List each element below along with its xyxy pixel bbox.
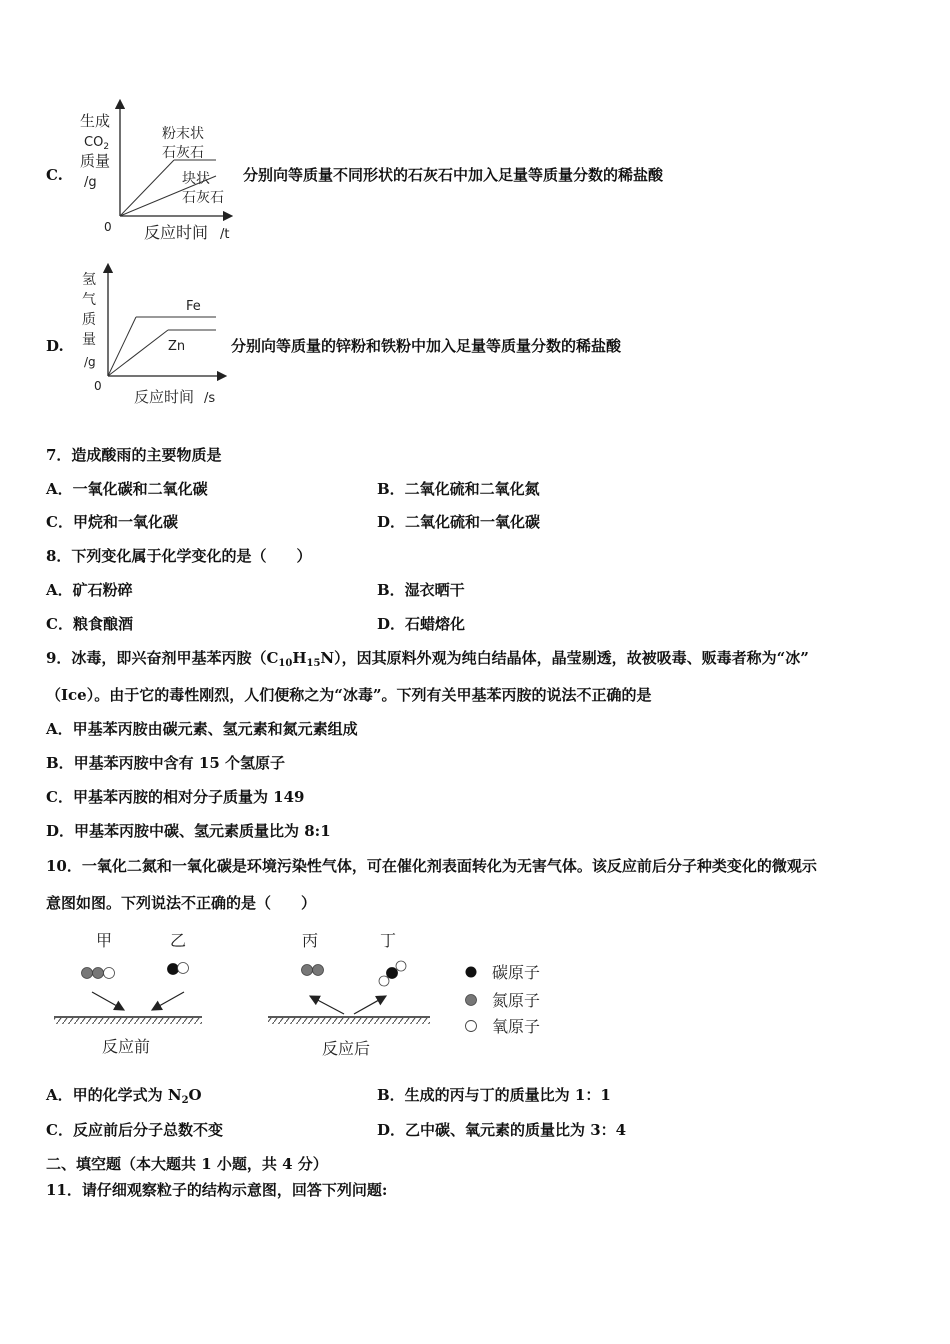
graph-d-zn-label: Zn <box>168 339 186 354</box>
catalyst-surface-after <box>268 1017 430 1024</box>
q10-option-d[interactable]: D．乙中碳、氧元素的质量比为 3：4 <box>377 1121 627 1139</box>
label-ding: 丁 <box>380 931 397 950</box>
graph-d-y-label-4: 量 <box>82 332 96 348</box>
q9-option-a[interactable]: A．甲基苯丙胺由碳元素、氢元素和氮元素组成 <box>46 720 358 738</box>
arrow-yi-to-surface <box>152 992 184 1010</box>
graph-d-zn-curve <box>108 317 136 376</box>
legend-oxygen <box>466 1017 541 1036</box>
graph-c-y-label-3: 质量 <box>80 152 111 170</box>
graph-d-x-label: 反应时间 <box>134 388 195 406</box>
graph-d-y-label-1: 氢 <box>82 272 96 288</box>
label-after-reaction: 反应后 <box>322 1039 371 1058</box>
molecule-jia-n2o <box>82 968 115 979</box>
q10-option-c[interactable]: C．反应前后分子总数不变 <box>46 1121 223 1139</box>
graph-c-origin: 0 <box>104 220 112 234</box>
graph-d-fe-label: Fe <box>186 299 201 314</box>
graph-c-description: 分别向等质量不同形状的石灰石中加入足量等质量分数的稀盐酸 <box>243 166 664 184</box>
graph-d-y-label-2: 气 <box>82 292 96 308</box>
q8-option-c[interactable]: C．粮食酿酒 <box>46 615 133 633</box>
molecule-ding-co2 <box>379 961 406 986</box>
graph-c-powder-label-2: 石灰石 <box>162 145 204 161</box>
q10-reaction-diagram <box>46 926 586 1066</box>
q11-stem: 11．请仔细观察粒子的结构示意图，回答下列问题: <box>46 1181 388 1199</box>
graph-c-lump-label-1: 块状 <box>182 171 210 187</box>
graph-c-y-label-1: 生成 <box>80 112 111 130</box>
q7-option-b[interactable]: B．二氧化硫和二氧化氮 <box>377 480 540 498</box>
graph-d-description: 分别向等质量的锌粉和铁粉中加入足量等质量分数的稀盐酸 <box>231 337 622 355</box>
q9-option-b[interactable]: B．甲基苯丙胺中含有 15 个氢原子 <box>46 754 285 772</box>
molecule-yi-co <box>168 963 189 975</box>
q7-option-a[interactable]: A．一氧化碳和二氧化碳 <box>46 480 208 498</box>
q8-stem: 8．下列变化属于化学变化的是（ ） <box>46 547 312 565</box>
molecule-bing-n2 <box>302 965 324 976</box>
q10-option-b[interactable]: B．生成的丙与丁的质量比为 1：1 <box>377 1086 611 1104</box>
graph-c-powder-curve <box>120 160 174 216</box>
graph-c-x-unit: /t <box>220 227 230 242</box>
label-yi: 乙 <box>170 931 187 950</box>
graph-d-y-unit: /g <box>84 355 96 369</box>
legend-nitrogen <box>466 991 541 1010</box>
q9-stem-line2: （Ice）。由于它的毒性刚烈，人们便称之为“冰毒”。下列有关甲基苯丙胺的说法不正确的是 <box>46 686 652 704</box>
q7-stem: 7．造成酸雨的主要物质是 <box>46 446 222 464</box>
graph-c-y-label-2: $CO_2$ <box>84 135 110 152</box>
graph-c-x-label: 反应时间 <box>144 223 209 242</box>
q8-option-d[interactable]: D．石蜡熔化 <box>377 615 466 633</box>
graph-d-y-label-3: 质 <box>82 312 96 328</box>
q9-option-d[interactable]: D．甲基苯丙胺中碳、氢元素质量比为 8:1 <box>46 822 331 840</box>
q10-option-a[interactable]: A．甲的化学式为 $N_2O$ <box>46 1086 202 1106</box>
label-bing: 丙 <box>302 931 319 950</box>
graph-d-fe-curve <box>108 330 168 376</box>
svg-text:氧原子: 氧原子 <box>492 1017 541 1036</box>
graph-d-hydrogen-vs-time <box>76 262 236 410</box>
q10-stem-line2: 意图如图。下列说法不正确的是（ ） <box>46 894 317 912</box>
label-before-reaction: 反应前 <box>102 1037 151 1056</box>
q7-option-d[interactable]: D．二氧化硫和一氧化碳 <box>377 513 541 531</box>
legend-carbon <box>466 963 541 982</box>
label-jia: 甲 <box>96 931 113 950</box>
arrow-jia-to-surface <box>92 992 124 1010</box>
svg-text:碳原子: 碳原子 <box>492 963 541 982</box>
graph-c-powder-label-1: 粉末状 <box>162 126 204 142</box>
graph-c-y-label-4: /g <box>84 175 97 190</box>
q8-option-b[interactable]: B．湿衣晒干 <box>377 581 465 599</box>
q7-option-c[interactable]: C．甲烷和一氧化碳 <box>46 513 178 531</box>
graph-c-lump-label-2: 石灰石 <box>182 190 224 206</box>
q8-option-a[interactable]: A．矿石粉碎 <box>46 581 133 599</box>
svg-text:氮原子: 氮原子 <box>492 991 541 1010</box>
graph-c-co2-vs-time <box>76 98 246 246</box>
section-2-heading: 二、填空题（本大题共 1 小题，共 4 分） <box>46 1155 328 1173</box>
arrow-surface-to-bing <box>310 996 344 1014</box>
q9-stem-line1: 9．冰毒，即兴奋剂甲基苯丙胺$(C_{10}H_{15}N)$，因其原料外观为纯白结晶体，晶莹剔透，故被吸毒、贩毒者称为“冰” <box>46 649 809 669</box>
catalyst-surface-before <box>54 1017 202 1024</box>
q9-option-c[interactable]: C．甲基苯丙胺的相对分子质量为 149 <box>46 788 305 806</box>
option-c-label: C. <box>46 166 63 184</box>
arrow-surface-to-ding <box>354 996 386 1014</box>
q10-stem-line1: 10．一氧化二氮和一氧化碳是环境污染性气体，可在催化剂表面转化为无害气体。该反应前后分子种类变化的微观示 <box>46 857 817 875</box>
option-d-label: D. <box>46 337 64 355</box>
graph-d-origin: 0 <box>94 379 102 393</box>
graph-d-x-unit: /s <box>204 391 216 406</box>
